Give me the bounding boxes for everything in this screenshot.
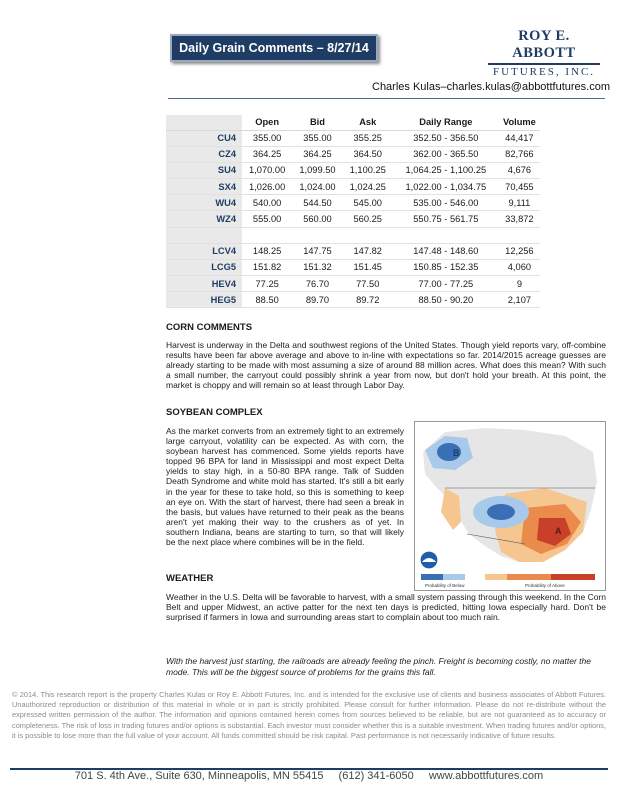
weather-heading: WEATHER <box>166 573 214 584</box>
quotes-header-row <box>166 115 540 130</box>
temperature-outlook-map <box>414 421 606 591</box>
soybean-heading: SOYBEAN COMPLEX <box>166 407 263 418</box>
open-cell: 1,070.00 <box>242 162 292 178</box>
range-cell: 352.50 - 356.50 <box>393 130 499 146</box>
volume-cell: 4,060 <box>499 259 540 275</box>
table-row <box>166 130 540 146</box>
table-row <box>166 211 540 227</box>
bid-cell: 1,024.00 <box>292 179 342 195</box>
column-header-ask: Ask <box>343 115 393 130</box>
symbol-cell: WZ4 <box>166 211 242 227</box>
map-label-below: B <box>453 448 460 458</box>
table-row <box>166 162 540 178</box>
table-row <box>166 259 540 275</box>
map-label-above: A <box>555 526 562 536</box>
range-cell: 77.00 - 77.25 <box>393 276 499 292</box>
weather-body: Weather in the U.S. Delta will be favorable to harvest, with a small system passing through this weekend. In the Corn Belt and upper Midwest, an active patter for the next ten days is predicted, hitting Iowa especially hard. Don't be surprised if farmers in Iowa and surrounding areas start to complain about too much rain. <box>166 592 606 623</box>
table-spacer-row <box>166 227 540 243</box>
range-cell: 150.85 - 152.35 <box>393 259 499 275</box>
spacer-cell <box>393 227 499 243</box>
column-header-open: Open <box>242 115 292 130</box>
legend-swatch <box>507 574 529 580</box>
table-gap <box>166 227 540 243</box>
column-header-bid: Bid <box>292 115 342 130</box>
ask-cell: 147.82 <box>343 243 393 259</box>
logo-subtitle: FUTURES, INC. <box>492 66 596 78</box>
logo-divider <box>488 63 600 65</box>
symbol-cell: LCG5 <box>166 259 242 275</box>
livestock-rows <box>166 243 540 308</box>
ask-cell: 560.25 <box>343 211 393 227</box>
symbol-cell: HEV4 <box>166 276 242 292</box>
author-contact: Charles Kulas–charles.kulas@abbottfutures.com <box>372 81 611 93</box>
range-cell: 362.00 - 365.50 <box>393 146 499 162</box>
volume-cell: 33,872 <box>499 211 540 227</box>
volume-cell: 44,417 <box>499 130 540 146</box>
ask-cell: 545.00 <box>343 195 393 211</box>
symbol-cell: CZ4 <box>166 146 242 162</box>
ask-cell: 151.45 <box>343 259 393 275</box>
bid-cell: 76.70 <box>292 276 342 292</box>
volume-cell: 9 <box>499 276 540 292</box>
column-header-range: Daily Range <box>393 115 499 130</box>
corn-body: Harvest is underway in the Delta and southwest regions of the United States. Though yield reports vary, off-combine results have been far above average and above to in-line with expectations so far. 2014/2015 acreage guesses are already starting to be made with most assuming a size of around 88 million acres. What does this mean? With such a small number, the carryout could possibly shrink a year from now, but don't hold your breath. At this point, the market is choppy and will remain so at least through Labor Day. <box>166 340 606 391</box>
range-cell: 1,064.25 - 1,100.25 <box>393 162 499 178</box>
footer-address: 701 S. 4th Ave., Suite 630, Minneapolis, MN 55415 <box>74 770 324 782</box>
ask-cell: 1,100.25 <box>343 162 393 178</box>
volume-cell: 82,766 <box>499 146 540 162</box>
header-divider <box>168 98 605 99</box>
open-cell: 355.00 <box>242 130 292 146</box>
soybean-body: As the market converts from an extremely tight to an extremely large carryout, volatility can be expected. As with corn, the soybean harvest has commenced. Some yields reports have topped 96 BPA for land in Mississippi and most expect Delta yields to stay high, in a 50-80 BPA range. Talk of Sudden Death Syndrome and white mold has started. It's still a bit early in the year for these to take hold, so this is something to keep an eye on. With the start of harvest, there had seen a break in the basis, but values have returned to their peak as the beans aren't yet making their way to the crushers as of yet. In southern Indiana, beans are starting to turn, so that will likely be the next place where combines will be in the field. <box>166 426 404 548</box>
range-cell: 88.50 - 90.20 <box>393 292 499 308</box>
table-row <box>166 243 540 259</box>
legal-disclaimer: © 2014. This research report is the property Charles Kulas or Roy E. Abbott Futures, Inc. and is intended for the exclusive use of clients and business associates of Abbott Futures. Unauthorized reproduction or distribution of this material in whole or in part is strictly prohibited. Please consult for further information. Please do not re-distribute without the expressed written permission of the author. The information and opinions contained herein comes from sources believed to be reliable, but are not guaranteed as to accuracy or completeness. The risk of loss in trading futures and/or options is substantial. Each investor must consider whether this is a suitable investment. When trading futures and/or options, it is possible to lose more than the full value of your account. All funds committed should be risk capital. Past performance is not necessarily indicative of future results. <box>12 690 606 740</box>
legend-swatch <box>443 574 465 580</box>
volume-cell: 9,111 <box>499 195 540 211</box>
grain-rows <box>166 130 540 227</box>
legend-swatch <box>529 574 551 580</box>
volume-cell: 12,256 <box>499 243 540 259</box>
open-cell: 540.00 <box>242 195 292 211</box>
ask-cell: 364.50 <box>343 146 393 162</box>
bid-cell: 147.75 <box>292 243 342 259</box>
open-cell: 148.25 <box>242 243 292 259</box>
symbol-cell: WU4 <box>166 195 242 211</box>
bid-cell: 1,099.50 <box>292 162 342 178</box>
symbol-cell: HEG5 <box>166 292 242 308</box>
cold-core-central <box>487 504 515 520</box>
legend-swatch <box>551 574 573 580</box>
quotes-table <box>166 115 540 308</box>
ask-cell: 77.50 <box>343 276 393 292</box>
report-title: Daily Grain Comments – 8/27/14 <box>170 34 378 62</box>
legend-swatch <box>421 574 443 580</box>
closing-note: With the harvest just starting, the railroads are already feeling the pinch. Freight is becoming costly, no matter the mode. This will be the biggest source of problems for the grains this fall. <box>166 656 591 677</box>
outlook-map-graphic <box>415 422 605 590</box>
footer-website[interactable]: www.abbottfutures.com <box>428 770 544 782</box>
bid-cell: 364.25 <box>292 146 342 162</box>
range-cell: 1,022.00 - 1,034.75 <box>393 179 499 195</box>
bid-cell: 89.70 <box>292 292 342 308</box>
spacer-cell <box>242 227 292 243</box>
open-cell: 77.25 <box>242 276 292 292</box>
open-cell: 88.50 <box>242 292 292 308</box>
symbol-cell: SX4 <box>166 179 242 195</box>
table-row <box>166 195 540 211</box>
volume-cell: 70,455 <box>499 179 540 195</box>
legend-label-below: Probability of Below <box>425 583 465 588</box>
corn-heading: CORN COMMENTS <box>166 322 253 333</box>
bid-cell: 560.00 <box>292 211 342 227</box>
volume-cell: 4,676 <box>499 162 540 178</box>
symbol-cell: SU4 <box>166 162 242 178</box>
legend-swatch <box>485 574 507 580</box>
logo-name: ROY E. ABBOTT <box>512 28 576 61</box>
spacer-cell <box>292 227 342 243</box>
bid-cell: 544.50 <box>292 195 342 211</box>
footer-phone: (612) 341-6050 <box>338 770 414 782</box>
legend-swatch <box>573 574 595 580</box>
ask-cell: 89.72 <box>343 292 393 308</box>
page-footer <box>0 770 618 782</box>
bid-cell: 355.00 <box>292 130 342 146</box>
spacer-cell <box>343 227 393 243</box>
table-row <box>166 276 540 292</box>
ask-cell: 1,024.25 <box>343 179 393 195</box>
symbol-cell: LCV4 <box>166 243 242 259</box>
legend-label-above: Probability of Above <box>525 583 565 588</box>
spacer-cell <box>499 227 540 243</box>
table-row <box>166 179 540 195</box>
open-cell: 1,026.00 <box>242 179 292 195</box>
spacer-cell <box>166 227 242 243</box>
symbol-cell: CU4 <box>166 130 242 146</box>
range-cell: 535.00 - 546.00 <box>393 195 499 211</box>
table-row <box>166 292 540 308</box>
company-logo <box>488 28 600 78</box>
volume-cell: 2,107 <box>499 292 540 308</box>
range-cell: 550.75 - 561.75 <box>393 211 499 227</box>
open-cell: 555.00 <box>242 211 292 227</box>
ask-cell: 355.25 <box>343 130 393 146</box>
open-cell: 364.25 <box>242 146 292 162</box>
symbol-column-header <box>166 115 242 130</box>
open-cell: 151.82 <box>242 259 292 275</box>
column-header-volume: Volume <box>499 115 540 130</box>
table-row <box>166 146 540 162</box>
bid-cell: 151.32 <box>292 259 342 275</box>
range-cell: 147.48 - 148.60 <box>393 243 499 259</box>
